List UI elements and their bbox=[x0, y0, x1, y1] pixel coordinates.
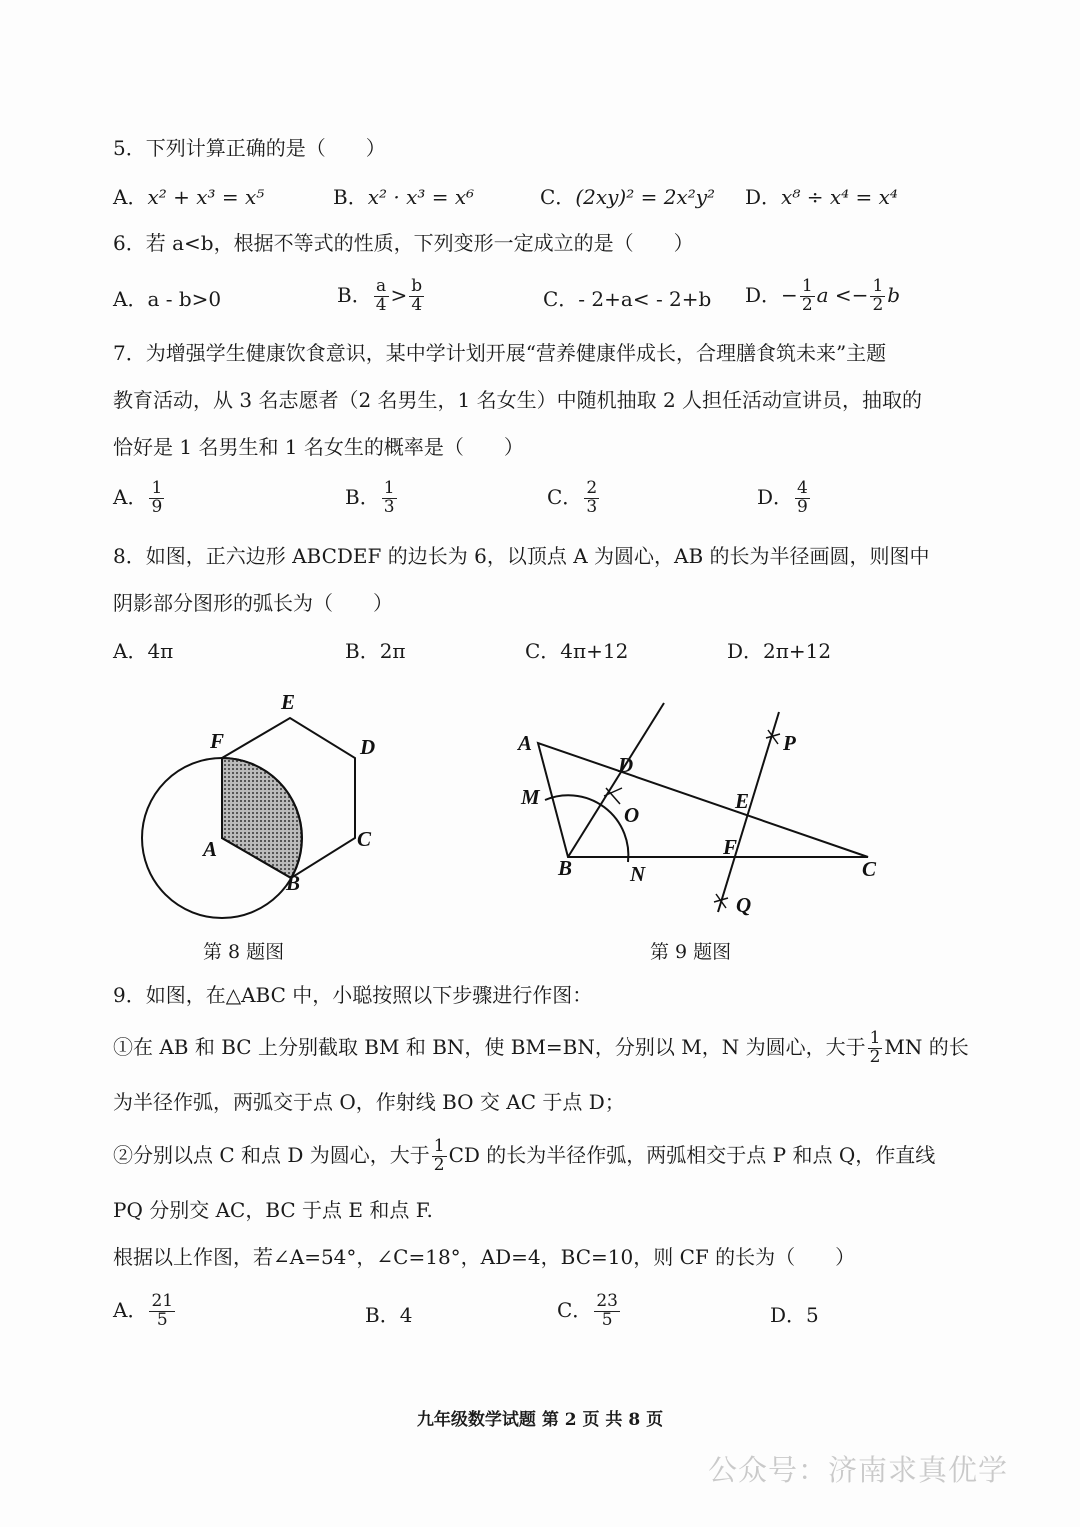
q9-line3: 为半径作弧，两弧交于点 O，作射线 BO 交 AC 于点 D； bbox=[113, 1090, 625, 1114]
q9-option-c[interactable]: C． $\frac{23}{5}$ bbox=[557, 1291, 618, 1330]
triangle bbox=[538, 743, 868, 857]
term: a < bbox=[816, 282, 852, 307]
q9-option-d[interactable]: D．5 bbox=[770, 1303, 819, 1327]
minus: − bbox=[781, 282, 798, 307]
q9-line6: 根据以上作图，若∠A=54°，∠C=18°，AD=4，BC=10，则 CF 的长为（ ） bbox=[113, 1245, 856, 1269]
q8-option-d[interactable]: D．2π+12 bbox=[727, 639, 832, 663]
q6-option-c[interactable]: C．- 2+a< - 2+b bbox=[543, 287, 712, 311]
fig9-label: A bbox=[518, 731, 533, 755]
option-label: B． bbox=[337, 282, 372, 307]
q9-line2: ①在 AB 和 BC 上分别截取 BM 和 BN，使 BM=BN，分别以 M，N 为圆心，大于 $\frac{1}{2}$ MN 的长 bbox=[113, 1028, 969, 1067]
fig8-label: B bbox=[286, 871, 301, 895]
fraction: $\frac{a}{4}$ bbox=[375, 276, 387, 315]
q7-option-c[interactable]: C． $\frac{2}{3}$ bbox=[547, 478, 598, 517]
q9-line5: PQ 分别交 AC，BC 于点 E 和点 F. bbox=[113, 1198, 433, 1222]
q9-option-a[interactable]: A． $\frac{21}{5}$ bbox=[113, 1291, 174, 1330]
fraction: $\frac{b}{4}$ bbox=[411, 276, 423, 315]
fig9-label: F bbox=[723, 835, 738, 859]
figure-9 bbox=[538, 703, 868, 912]
option-text: x² · x³ = x⁶ bbox=[367, 185, 475, 209]
fraction: $\frac{1}{2}$ bbox=[433, 1136, 445, 1175]
q8-option-c[interactable]: C．4π+12 bbox=[525, 639, 629, 663]
q9-option-b[interactable]: B．4 bbox=[365, 1303, 413, 1327]
q7-option-b[interactable]: B． $\frac{1}{3}$ bbox=[345, 478, 395, 517]
q8-line2: 阴影部分图形的弧长为（ ） bbox=[113, 591, 393, 615]
figure-8 bbox=[142, 718, 355, 918]
q6-stem: 6．若 a<b，根据不等式的性质，下列变形一定成立的是（ ） bbox=[113, 231, 694, 255]
option-label: D． bbox=[745, 282, 782, 307]
fig8-label: A bbox=[203, 837, 218, 861]
fig9-label: P bbox=[783, 731, 796, 755]
q9-line4: ②分别以点 C 和点 D 为圆心，大于 $\frac{1}{2}$ CD 的长为半径作弧，两弧相交于点 P 和点 Q，作直线 bbox=[113, 1136, 936, 1175]
fig9-label: N bbox=[630, 862, 646, 886]
option-label: B． bbox=[333, 185, 368, 209]
fig8-label: F bbox=[210, 729, 225, 753]
term: b bbox=[887, 282, 901, 307]
fig9-label: D bbox=[618, 753, 634, 777]
option-text: (2xy)² = 2x²y² bbox=[575, 185, 716, 209]
q7-line3: 恰好是 1 名男生和 1 名女生的概率是（ ） bbox=[113, 435, 524, 459]
page-footer: 九年级数学试题 第 2 页 共 8 页 bbox=[416, 1410, 664, 1430]
q6-option-a[interactable]: A．a - b>0 bbox=[113, 287, 222, 311]
fig9-caption: 第 9 题图 bbox=[650, 941, 732, 963]
fig9-label: B bbox=[558, 856, 573, 880]
option-text: x² + x³ = x⁵ bbox=[147, 185, 265, 209]
fig8-label: D bbox=[360, 735, 376, 759]
option-text: x⁸ ÷ x⁴ = x⁴ bbox=[781, 185, 898, 209]
q7-option-a[interactable]: A． $\frac{1}{9}$ bbox=[113, 478, 163, 517]
fig9-label: E bbox=[735, 789, 750, 813]
q7-line1: 7．为增强学生健康饮食意识，某中学计划开展“营养健康伴成长，合理膳食筑未来”主题 bbox=[113, 341, 887, 365]
fig9-label: C bbox=[862, 857, 877, 881]
relation: > bbox=[390, 282, 408, 307]
option-label: D． bbox=[745, 185, 782, 209]
fraction: $\frac{1}{2}$ bbox=[872, 276, 884, 315]
fig8-label: E bbox=[281, 690, 296, 714]
ray-bo bbox=[568, 703, 664, 857]
q7-option-d[interactable]: D． $\frac{4}{9}$ bbox=[757, 478, 808, 517]
q7-line2: 教育活动，从 3 名志愿者（2 名男生，1 名女生）中随机抽取 2 人担任活动宣讲员，抽取的 bbox=[113, 388, 923, 412]
minus: − bbox=[851, 282, 869, 307]
fig8-caption: 第 8 题图 bbox=[203, 941, 285, 963]
q9-line1: 9．如图，在△ABC 中，小聪按照以下步骤进行作图： bbox=[113, 983, 593, 1007]
option-label: C． bbox=[540, 185, 576, 209]
fig8-label: C bbox=[357, 827, 372, 851]
q8-option-a[interactable]: A．4π bbox=[113, 639, 174, 663]
fig9-label: M bbox=[521, 785, 540, 809]
fraction: $\frac{1}{2}$ bbox=[801, 276, 813, 315]
fraction: $\frac{1}{2}$ bbox=[869, 1028, 881, 1067]
watermark: 公众号：济南求真优学 bbox=[708, 1453, 1009, 1487]
fig9-label: Q bbox=[736, 893, 752, 917]
fig9-label: O bbox=[624, 803, 640, 827]
option-label: A． bbox=[113, 185, 148, 209]
q8-line1: 8．如图，正六边形 ABCDEF 的边长为 6，以顶点 A 为圆心，AB 的长为半径画圆，则图中 bbox=[113, 544, 930, 568]
q8-option-b[interactable]: B．2π bbox=[345, 639, 406, 663]
q5-stem: 5．下列计算正确的是（ ） bbox=[113, 136, 386, 160]
